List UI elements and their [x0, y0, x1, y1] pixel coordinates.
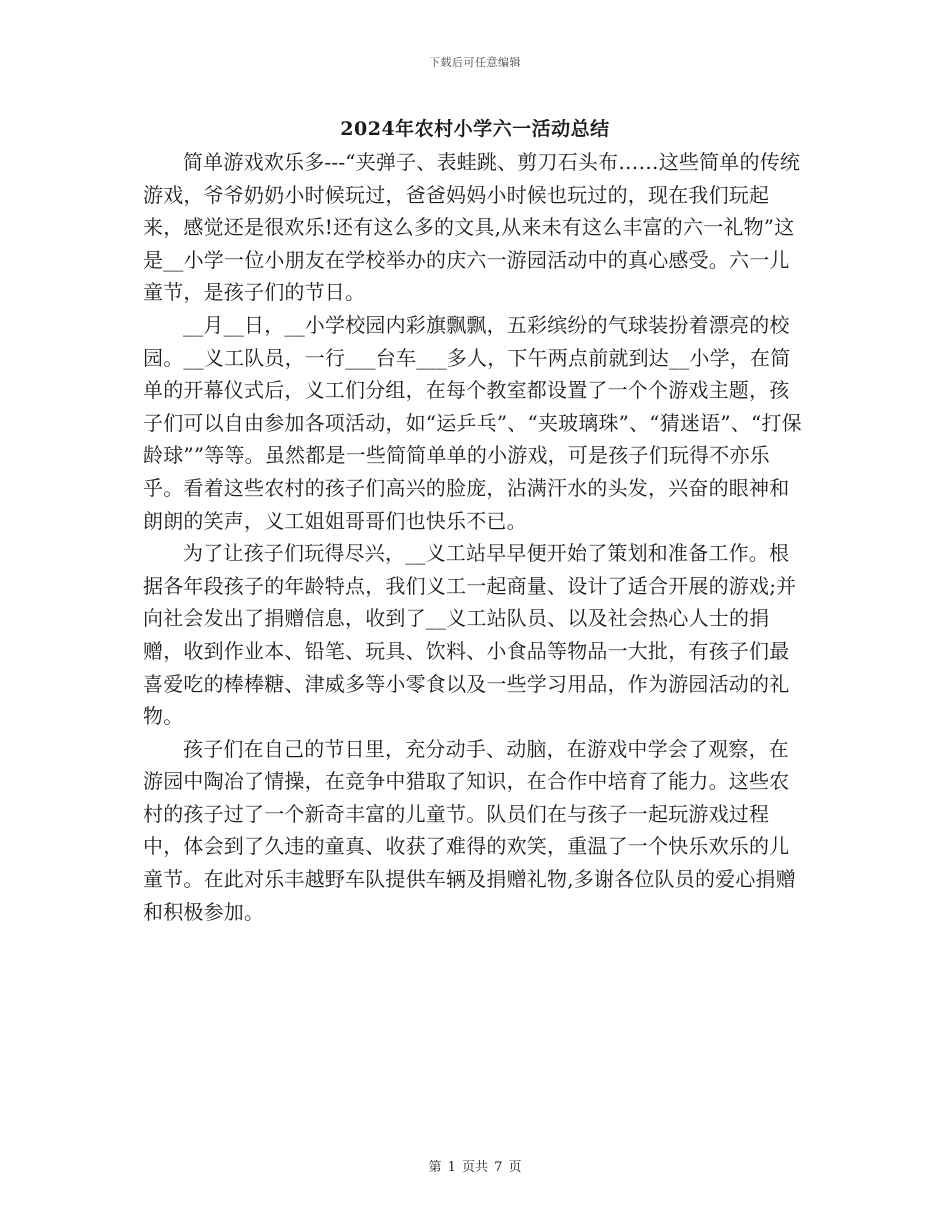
- paragraph-4: 孩子们在自己的节日里，充分动手、动脑，在游戏中学会了观察，在游园中陶冶了情操，在竞争中猎取了知识，在合作中培育了能力。这些农村的孩子过了一个新奇丰富的儿童节。队员们在与孩子一起玩游戏过程中，体会到了久违的童真、收获了难得的欢笑，重温了一个快乐欢乐的儿童节。在此对乐丰越野车队提供车辆及捐赠礼物,多谢各位队员的爱心捐赠和积极参加。: [143, 736, 796, 924]
- document-body: [143, 146, 807, 928]
- paragraph-3: 为了让孩子们玩得尽兴，__义工站早早便开始了策划和准备工作。根据各年段孩子的年龄特点，我们义工一起商量、设计了适合开展的游戏;并向社会发出了捐赠信息，收到了__义工站队员、以及社会热心人士的捐赠，收到作业本、铅笔、玩具、饮料、小食品等物品一大批，有孩子们最喜爱吃的棒棒糖、津威多等小零食以及一些学习用品，作为游园活动的礼物。: [143, 541, 797, 729]
- header-note: 下载后可任意编辑: [429, 56, 521, 69]
- paragraph-2: __月__日，__小学校园内彩旗飘飘，五彩缤纷的气球装扮着漂亮的校园。__义工队员，一行___台车___多人，下午两点前就到达__小学，在简单的开幕仪式后，义工们分组，在每个教室都设置了一个个游戏主题，孩子们可以自由参加各项活动，如“运乒乓”、“夹玻璃珠”、“猜迷语”、“打保龄球””等等。虽然都是一些简简单单的小游戏，可是孩子们玩得不亦乐乎。看着这些农村的孩子们高兴的脸庞，沾满汗水的头发，兴奋的眼神和朗朗的笑声，义工姐姐哥哥们也快乐不已。: [143, 312, 802, 533]
- page-footer: 第 1 页共 7 页: [428, 1160, 522, 1175]
- document-title: 2024年农村小学六一活动总结: [340, 118, 610, 140]
- paragraph-1: 简单游戏欢乐多---“夹弹子、表蛙跳、剪刀石头布……这些简单的传统游戏，爷爷奶奶小时候玩过，爸爸妈妈小时候也玩过的，现在我们玩起来，感觉还是很欢乐!还有这么多的文具,从来未有这么丰富的六一礼物”这是__小学一位小朋友在学校举办的庆六一游园活动中的真心感受。六一儿童节，是孩子们的节日。: [143, 150, 801, 305]
